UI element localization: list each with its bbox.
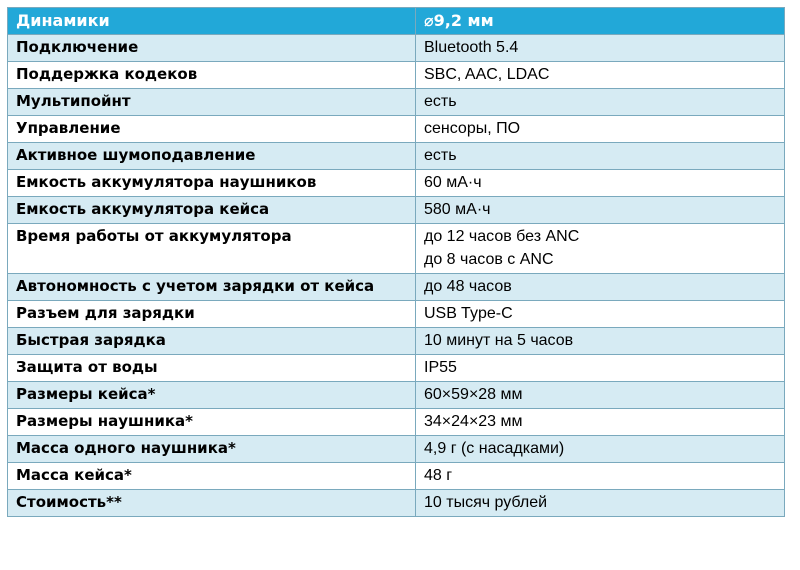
table-row [8,62,785,89]
spec-value-line: 34×24×23 мм [424,413,523,430]
spec-value [416,328,785,355]
spec-value-line: 60×59×28 мм [424,386,523,403]
spec-label: Мультипойнт [8,89,416,116]
spec-value [416,490,785,517]
spec-label: Время работы от аккумулятора [8,224,416,274]
table-row [8,224,785,274]
table-row [8,35,785,62]
spec-value-line: до 8 часов с ANC [424,251,554,268]
spec-label: Масса одного наушника* [8,436,416,463]
spec-label: Быстрая зарядка [8,328,416,355]
spec-value-line: USB Type-C [424,305,513,322]
spec-value-line: есть [424,93,457,110]
spec-value-line: 10 минут на 5 часов [424,332,574,349]
spec-value-line: до 48 часов [424,278,512,295]
spec-label: Емкость аккумулятора наушников [8,170,416,197]
spec-value [416,89,785,116]
spec-value-line: 4,9 г (с насадками) [424,440,565,457]
spec-value [416,143,785,170]
spec-value-line: сенсоры, ПО [424,120,521,137]
spec-value-line: до 12 часов без ANC [424,228,580,245]
table-row [8,116,785,143]
table-row [8,301,785,328]
spec-value [416,197,785,224]
spec-label: Автономность с учетом зарядки от кейса [8,274,416,301]
spec-value-line: есть [424,147,457,164]
table-row [8,355,785,382]
table-row [8,463,785,490]
table-row [8,197,785,224]
table-row [8,143,785,170]
spec-value [416,382,785,409]
spec-value [416,463,785,490]
spec-value [416,409,785,436]
spec-value-line: SBC, AAC, LDAC [424,66,550,83]
spec-value-line: Bluetooth 5.4 [424,39,519,56]
table-row [8,274,785,301]
spec-value-line: 580 мА·ч [424,201,491,218]
table-header-row [8,8,785,35]
spec-value [416,116,785,143]
spec-label: Защита от воды [8,355,416,382]
spec-value [416,274,785,301]
spec-label: Управление [8,116,416,143]
spec-value [416,355,785,382]
spec-value [416,436,785,463]
spec-label: Емкость аккумулятора кейса [8,197,416,224]
spec-value-line: 60 мА·ч [424,174,482,191]
spec-label: Поддержка кодеков [8,62,416,89]
spec-value-line: 10 тысяч рублей [424,494,548,511]
spec-label: Размеры наушника* [8,409,416,436]
spec-label: Активное шумоподавление [8,143,416,170]
table-row [8,328,785,355]
table-row [8,436,785,463]
table-row [8,409,785,436]
spec-value-line: 48 г [424,467,453,484]
spec-label: Стоимость** [8,490,416,517]
spec-label: Размеры кейса* [8,382,416,409]
table-row [8,382,785,409]
table-row [8,170,785,197]
spec-value-line: IP55 [424,359,457,376]
spec-label: Подключение [8,35,416,62]
spec-value [416,35,785,62]
spec-value [416,301,785,328]
table-row [8,89,785,116]
spec-value [416,62,785,89]
header-label: Динамики [8,8,416,35]
spec-value [416,170,785,197]
spec-label: Масса кейса* [8,463,416,490]
spec-label: Разъем для зарядки [8,301,416,328]
table-row [8,490,785,517]
spec-value [416,224,785,274]
header-value: ⌀9,2 мм [416,8,785,35]
spec-table [7,7,785,517]
